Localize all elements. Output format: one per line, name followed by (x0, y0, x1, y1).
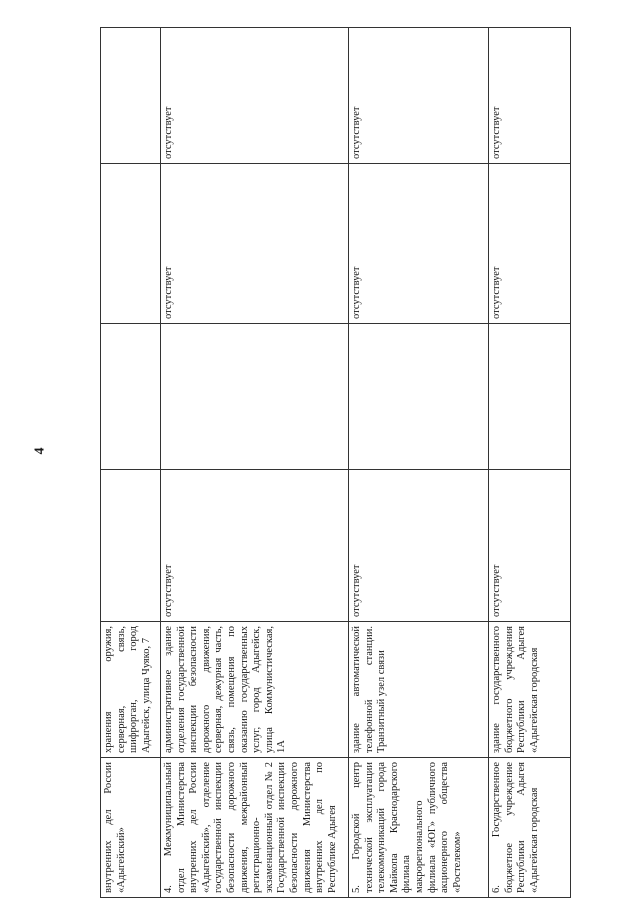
column3-text: отсутствует (351, 564, 362, 617)
column6-cell (161, 28, 349, 164)
column5-text: отсутствует (163, 266, 174, 319)
column4-cell (161, 324, 349, 470)
table-row (489, 28, 571, 898)
table-row (101, 28, 161, 898)
objects-cell (349, 622, 489, 758)
column3-cell (161, 470, 349, 622)
organization-cell (349, 758, 489, 898)
organization-text: 5. Городской центр технической эксплуатации телекоммуникаций города Майкопа Краснодарского филиала макрорегионального филиала «ЮГ» публичного акционерного общества «Ростелеком» (351, 762, 463, 893)
column6-text: отсутствует (491, 106, 502, 159)
document-table (100, 27, 571, 898)
column3-text: отсутствует (163, 564, 174, 617)
objects-cell (161, 622, 349, 758)
objects-cell (489, 622, 571, 758)
objects-text: здание автоматической телефонной станции. Транзитный узел связи (351, 626, 388, 753)
column4-cell (101, 324, 161, 470)
organization-cell (101, 758, 161, 898)
column4-cell (489, 324, 571, 470)
table-row (349, 28, 489, 898)
column5-text: отсутствует (491, 266, 502, 319)
organization-cell (489, 758, 571, 898)
column3-cell (489, 470, 571, 622)
column6-text: отсутствует (351, 106, 362, 159)
column3-cell (101, 470, 161, 622)
table-row (161, 28, 349, 898)
organization-text: внутренних дел России «Адыгейский» (103, 762, 127, 893)
column5-cell (489, 164, 571, 324)
objects-text: административное здание отделения государственной инспекции безопасности дорожного движения, серверная, дежурная часть, связь, помещения по оказанию государственных услуг, город Адыгейск, улица Коммунистическая, 1А (163, 626, 288, 753)
organization-text: 4. Межмуниципальный отдел Министерства внутренних дел России «Адыгейский», отделение государственной инспекции безопасности дорожного движения, межрайонный регистрационно-экзаменационный отдел № 2 Государственной инспекции безопасности дорожного движения Министерства внутренних дел по Республике Адыгея (163, 762, 338, 893)
objects-text: хранения оружия, серверная, связь, шифрорган, город Адыгейск, улица Чуяко, 7 (103, 626, 152, 753)
column6-cell (349, 28, 489, 164)
column5-cell (101, 164, 161, 324)
rotated-table-container (100, 28, 570, 898)
column5-cell (161, 164, 349, 324)
objects-cell (101, 622, 161, 758)
column3-cell (349, 470, 489, 622)
organization-cell (161, 758, 349, 898)
organization-text: 6. Государственное бюджетное учреждение Республики Адыгея «Адыгейская городская (491, 762, 540, 893)
page-number: 4 (32, 447, 48, 455)
column5-text: отсутствует (351, 266, 362, 319)
column6-cell (489, 28, 571, 164)
column3-text: отсутствует (491, 564, 502, 617)
objects-text: здание государственного бюджетного учреждения Республики Адыгея «Адыгейская городская (491, 626, 540, 753)
column5-cell (349, 164, 489, 324)
column4-cell (349, 324, 489, 470)
column6-cell (101, 28, 161, 164)
column6-text: отсутствует (163, 106, 174, 159)
